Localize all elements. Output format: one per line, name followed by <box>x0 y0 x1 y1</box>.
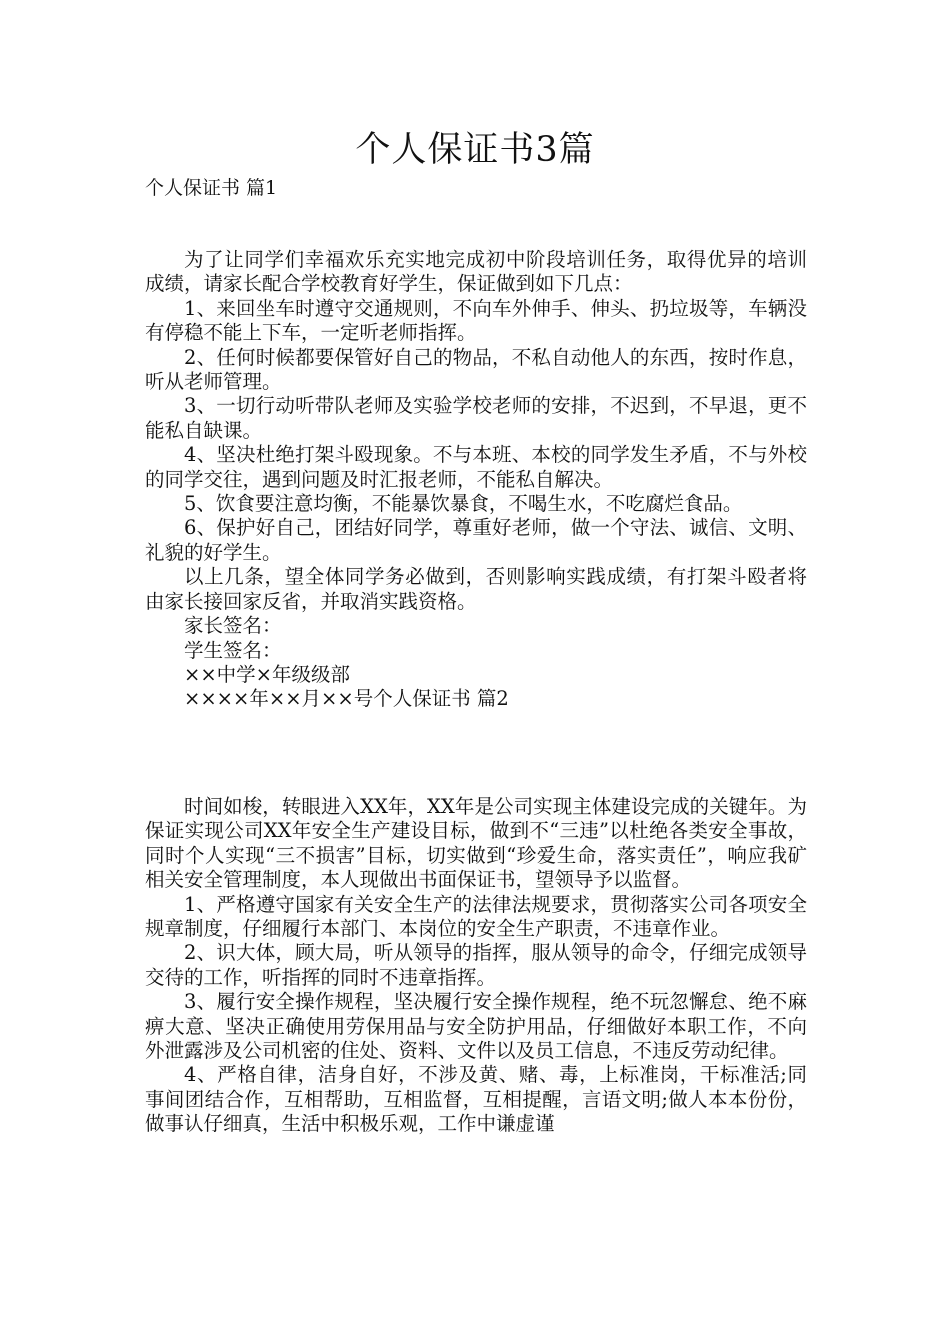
date-and-section-2-heading: ××××年××月××号个人保证书 篇2 <box>184 687 509 711</box>
paragraph: 4、坚决杜绝打架斗殴现象。不与本班、本校的同学发生矛盾，不与外校的同学交往，遇到问题及时汇报老师，不能私自解决。 <box>145 443 807 491</box>
student-signature-line: 学生签名： <box>184 638 282 662</box>
document-title: 个人保证书3篇 <box>355 130 595 170</box>
section-1-body <box>145 248 807 712</box>
paragraph: 3、一切行动听带队老师及实验学校老师的安排，不迟到，不早退，更不能私自缺课。 <box>145 394 807 442</box>
parent-signature-line: 家长签名： <box>184 614 282 638</box>
paragraph: 5、饮食要注意均衡，不能暴饮暴食，不喝生水，不吃腐烂食品。 <box>184 492 743 516</box>
paragraph: 1、严格遵守国家有关安全生产的法律法规要求，贯彻落实公司各项安全规章制度，仔细履行本部门、本岗位的安全生产职责，不违章作业。 <box>145 892 807 941</box>
paragraph: 1、来回坐车时遵守交通规则，不向车外伸手、伸头、扔垃圾等，车辆没有停稳不能上下车，一定听老师指挥。 <box>145 296 807 345</box>
paragraph: 6、保护好自己，团结好同学，尊重好老师，做一个守法、诚信、文明、礼貌的好学生。 <box>145 516 807 564</box>
paragraph: 2、识大体，顾大局，听从领导的指挥，服从领导的命令，仔细完成领导交待的工作，听指挥的同时不违章指挥。 <box>145 941 807 989</box>
section-2-body <box>145 795 807 1137</box>
paragraph: 为了让同学们幸福欢乐充实地完成初中阶段培训任务，取得优异的培训成绩，请家长配合学校教育好学生，保证做到如下几点： <box>145 248 807 296</box>
school-department-line: ××中学×年级级部 <box>184 662 351 686</box>
paragraph: 以上几条，望全体同学务必做到，否则影响实践成绩，有打架斗殴者将由家长接回家反省，并取消实践资格。 <box>145 565 807 613</box>
paragraph: 时间如梭，转眼进入XX年，XX年是公司实现主体建设完成的关键年。为保证实现公司XX年安全生产建设目标，做到不“三违”以杜绝各类安全事故，同时个人实现“三不损害”目标，切实做到“珍爱生命，落实责任”，响应我矿相关安全管理制度，本人现做出书面保证书，望领导予以监督。 <box>145 795 807 892</box>
paragraph: 4、严格自律，洁身自好，不涉及黄、赌、毒，上标准岗，干标准活;同事间团结合作，互相帮助，互相监督，互相提醒，言语文明;做人本本份份，做事认仔细真，生活中积极乐观，工作中谦虚谨 <box>145 1063 807 1136</box>
paragraph: 3、履行安全操作规程，坚决履行安全操作规程，绝不玩忽懈怠、绝不麻痹大意、坚决正确使用劳保用品与安全防护用品，仔细做好本职工作，不向外泄露涉及公司机密的住处、资料、文件以及员工信息，不违反劳动纪律。 <box>145 990 807 1063</box>
section-1-heading: 个人保证书 篇1 <box>145 177 278 199</box>
paragraph: 2、任何时候都要保管好自己的物品，不私自动他人的东西，按时作息，听从老师管理。 <box>145 345 807 394</box>
